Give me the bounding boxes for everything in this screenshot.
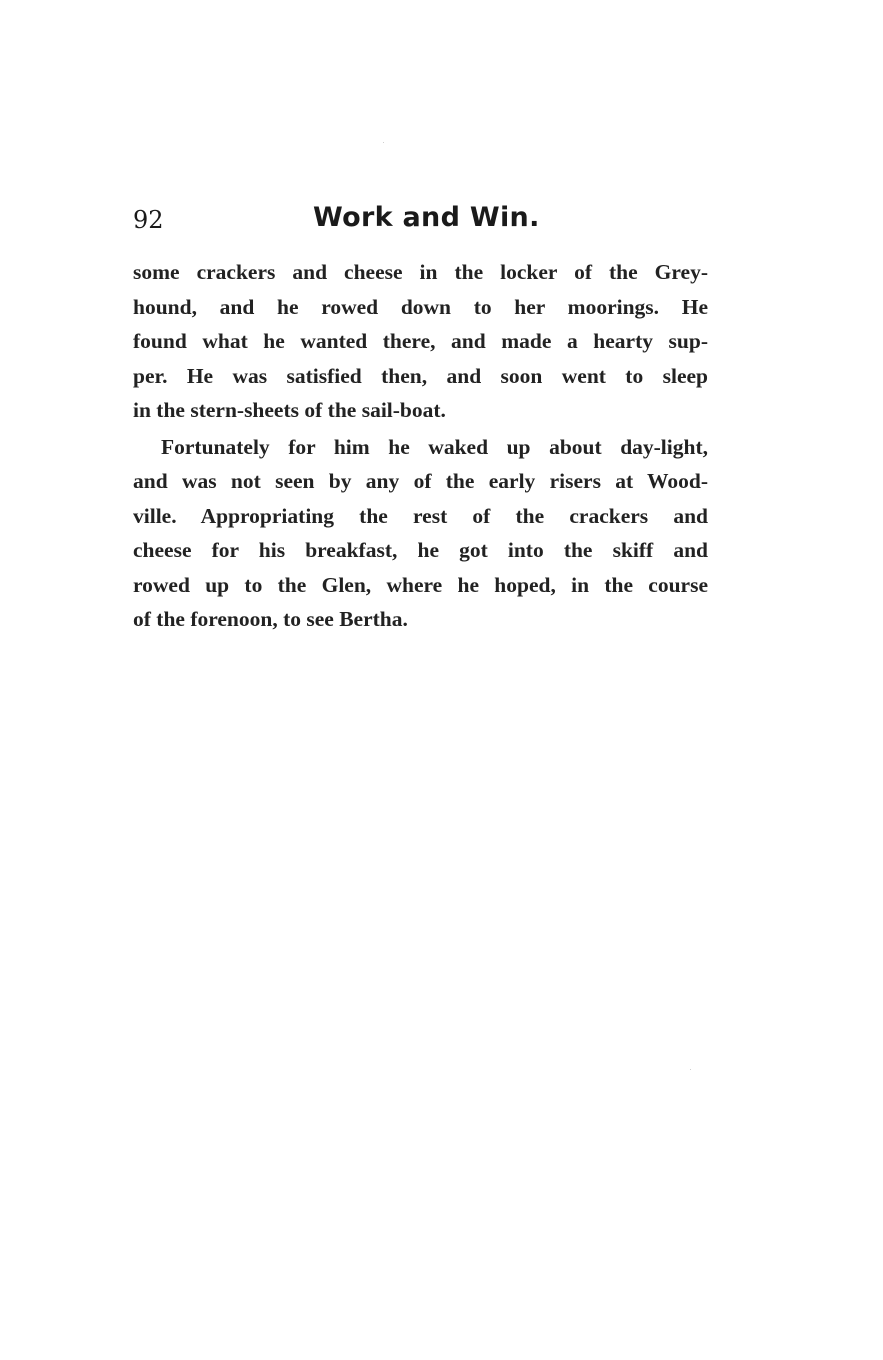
book-title: Work and Win.: [313, 202, 540, 233]
body-text: [133, 255, 708, 637]
text-line: per. He was satisfied then, and soon went to sleep: [133, 363, 708, 388]
scan-speck: [383, 142, 384, 143]
text-line: of the forenoon, to see Bertha.: [133, 607, 408, 631]
text-line: hound, and he rowed down to her moorings. He: [133, 294, 708, 319]
text-line: some crackers and cheese in the locker of the Grey-: [133, 260, 708, 284]
page-number: 92: [133, 206, 164, 234]
text-line: cheese for his breakfast, he got into the skiff and: [133, 538, 708, 562]
running-head: [133, 202, 708, 242]
text-line: in the stern-sheets of the sail-boat.: [133, 398, 446, 422]
paragraph: [133, 430, 708, 637]
text-line: rowed up to the Glen, where he hoped, in the course: [133, 572, 708, 597]
scan-speck: [690, 1069, 691, 1070]
text-line: Fortunately for him he waked up about day-light,: [161, 434, 708, 459]
text-line: and was not seen by any of the early risers at Wood-: [133, 469, 708, 493]
text-line: ville. Appropriating the rest of the crackers and: [133, 503, 708, 528]
paragraph: [133, 255, 708, 428]
text-line: found what he wanted there, and made a hearty sup-: [133, 329, 708, 353]
